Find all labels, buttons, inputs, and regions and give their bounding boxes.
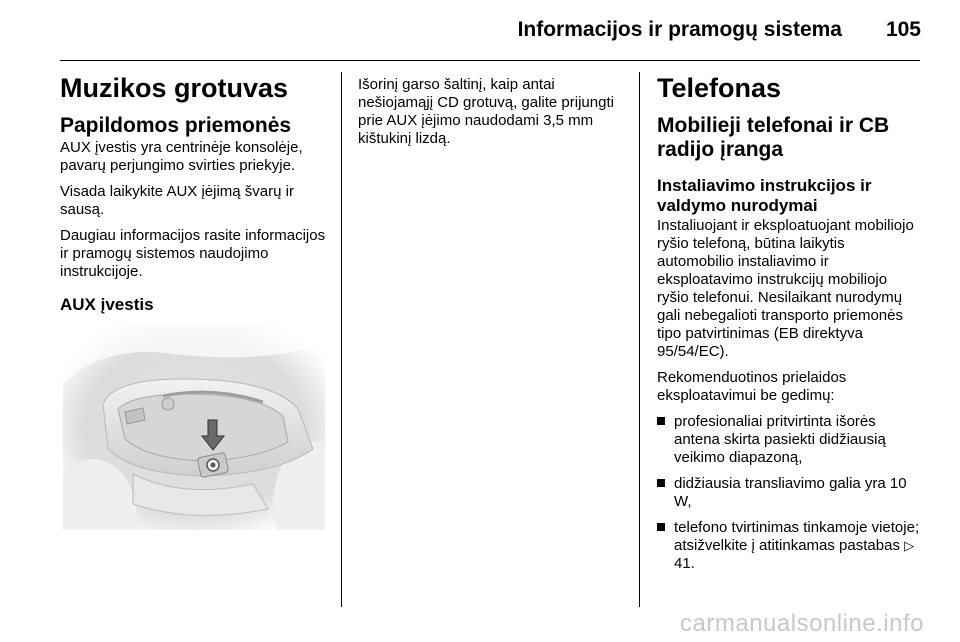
- column-middle: [358, 72, 620, 148]
- bullet-square-icon: [657, 479, 665, 487]
- subtitle-accessories: Papildomos priemonės: [60, 114, 292, 137]
- page-ref-icon[interactable]: ▷: [904, 538, 915, 553]
- section-title-telephone: Telefonas: [657, 73, 782, 103]
- header-rule: [60, 60, 920, 61]
- paragraph-installation: Instaliuojant ir eksploatuojant mobiliojo ryšio telefoną, būtina laikytis automobilio instaliavimo ir eksploatavimo instrukcijų mobiliojo ryšio telefonui. Nesilaikant nurodymų gali nebegalioti transporto priemonės tipo patvirtinimas (EB direktyva 95/54/EC).: [657, 217, 914, 360]
- page-number: 105: [885, 18, 921, 41]
- paragraph-external-source: Išorinį garso šaltinį, kaip antai nešiojamąjį CD grotuvą, galite prijungti prie AUX įėjimo naudodami 3,5 mm kištukinį lizdą.: [358, 76, 614, 147]
- running-header-title: Informacijos ir pramogų sistema: [517, 18, 842, 41]
- list-item: profesionaliai pritvirtinta išorės antena skirta pasiekti didžiausią veikimo diapazoną,: [657, 413, 922, 467]
- list-item: didžiausia transliavimo galia yra 10 W,: [657, 475, 922, 511]
- bullet-square-icon: [657, 417, 665, 425]
- paragraph-more-info: Daugiau informacijos rasite informacijos ir pramogų sistemos naudojimo instrukcijoje.: [60, 227, 326, 280]
- aux-input-illustration: [63, 324, 325, 530]
- column-divider-left: [341, 72, 342, 607]
- column-left: [60, 72, 330, 535]
- subheading-installation: Instaliavimo instrukcijos ir valdymo nurodymai: [657, 176, 872, 215]
- watermark: carmanualsonline.info: [680, 610, 924, 637]
- column-right: [657, 72, 922, 573]
- paragraph-prerequisites: Rekomenduotinos prielaidos eksploatavimui be gedimų:: [657, 369, 847, 404]
- page-ref-number[interactable]: 41.: [674, 555, 695, 572]
- paragraph-aux-clean: Visada laikykite AUX įėjimą švarų ir sausą.: [60, 183, 294, 218]
- column-divider-right: [639, 72, 640, 607]
- section-title-music-player: Muzikos grotuvas: [60, 73, 289, 103]
- paragraph-aux-location: AUX įvestis yra centrinėje konsolėje, pavarų perjungimo svirties priekyje.: [60, 139, 303, 174]
- subtitle-mobile-phones: Mobilieji telefonai ir CB radijo įranga: [657, 114, 890, 161]
- prerequisite-list: [657, 413, 922, 573]
- bullet-square-icon: [657, 523, 665, 531]
- heading-aux-input: AUX įvestis: [60, 295, 154, 314]
- list-item: telefono tvirtinimas tinkamoje vietoje; atsižvelkite į atitinkamas pastabas ▷ 41.: [657, 519, 922, 573]
